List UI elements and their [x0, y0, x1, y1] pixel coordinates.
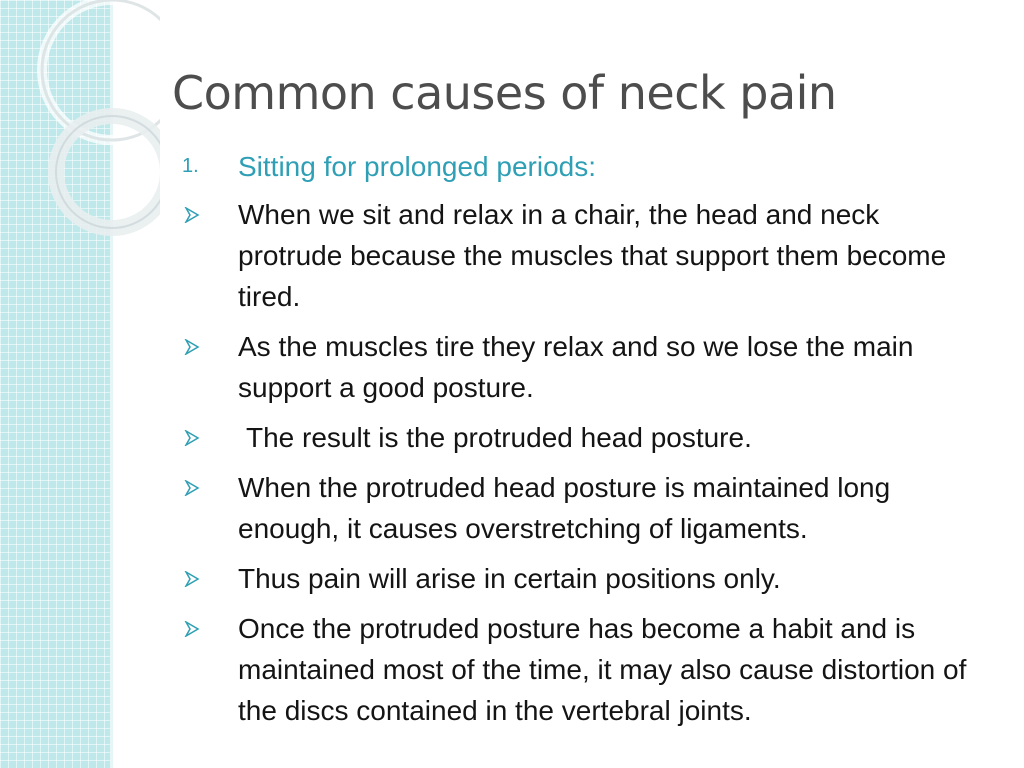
- list-item: [180, 558, 990, 599]
- heading-text: Sitting for prolonged periods:: [238, 151, 596, 182]
- list-item-text: Once the protruded posture has become a habit and is maintained most of the time, it may also cause distortion of the discs contained in the vertebral joints.: [238, 613, 967, 726]
- list-item-text: The result is the protruded head posture.: [246, 422, 752, 453]
- list-item: [180, 417, 990, 458]
- arrowhead-bullet-icon: [184, 207, 200, 223]
- content-list: [180, 146, 990, 740]
- arrowhead-bullet-icon: [184, 571, 200, 587]
- list-item: [180, 608, 990, 731]
- list-item-text: As the muscles tire they relax and so we lose the main support a good posture.: [238, 331, 914, 403]
- list-number: 1.: [182, 155, 199, 177]
- list-item: [180, 194, 990, 317]
- list-item-text: When we sit and relax in a chair, the head and neck protrude because the muscles that support them become tired.: [238, 199, 947, 312]
- arrowhead-bullet-icon: [184, 339, 200, 355]
- list-item: [180, 467, 990, 549]
- arrowhead-bullet-icon: [184, 430, 200, 446]
- decorative-rings: [0, 0, 160, 260]
- numbered-heading: [180, 146, 990, 187]
- arrowhead-bullet-icon: [184, 480, 200, 496]
- list-item-text: When the protruded head posture is maintained long enough, it causes overstretching of ligaments.: [238, 472, 891, 544]
- list-item: [180, 326, 990, 408]
- list-item-text: Thus pain will arise in certain positions only.: [238, 563, 781, 594]
- arrowhead-bullet-icon: [184, 621, 200, 637]
- slide-title: Common causes of neck pain: [172, 66, 837, 120]
